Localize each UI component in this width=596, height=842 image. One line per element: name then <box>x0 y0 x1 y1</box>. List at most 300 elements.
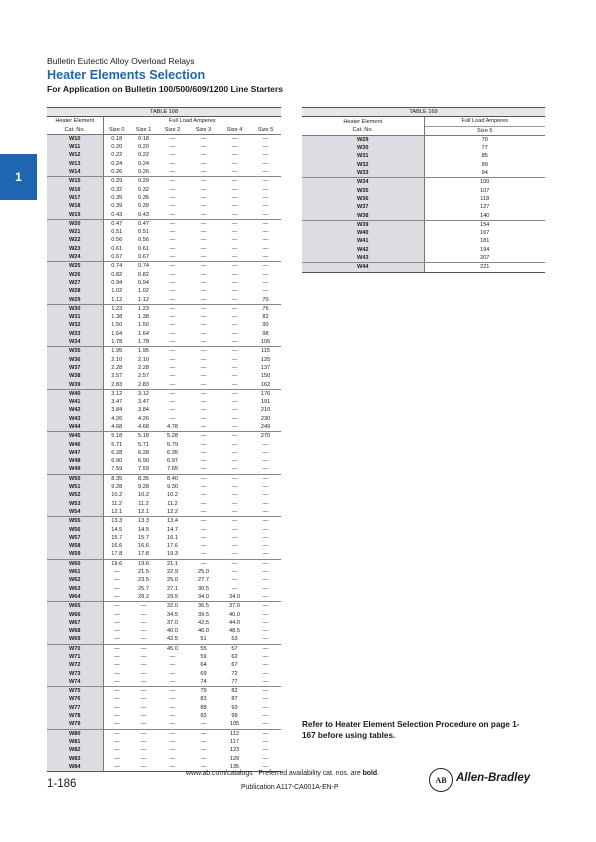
cat-no-cell: W37 <box>47 364 103 372</box>
amperes-cell: — <box>250 168 281 177</box>
amperes-cell: — <box>169 237 176 244</box>
amperes-cell: — <box>262 245 269 252</box>
amperes-cell: — <box>219 296 250 305</box>
amperes-cell: 0.51 <box>138 229 149 236</box>
amperes-cell: 230 <box>260 415 271 422</box>
amperes-cell: — <box>169 348 176 355</box>
amperes-cell: — <box>103 720 130 729</box>
amperes-cell: 6.90 <box>138 458 149 465</box>
table-168-caption: TABLE 168 <box>47 108 281 117</box>
table-row <box>47 550 281 559</box>
amperes-cell: — <box>200 526 207 533</box>
amperes-cell: — <box>262 662 269 669</box>
cat-no-cell: W66 <box>47 611 103 619</box>
amperes-cell: — <box>200 415 207 422</box>
amperes-cell: — <box>140 713 147 720</box>
amperes-cell: — <box>113 619 120 626</box>
amperes-cell: — <box>113 704 120 711</box>
table-row <box>47 729 281 738</box>
amperes-cell: 194 <box>480 246 490 253</box>
amperes-cell: — <box>262 186 269 193</box>
table-row <box>47 151 281 159</box>
amperes-cell: — <box>169 322 176 329</box>
cat-no-cell: W22 <box>47 236 103 244</box>
series-heading: Bulletin Eutectic Alloy Overload Relays <box>47 56 195 66</box>
cat-no-cell: W21 <box>47 228 103 236</box>
table-row <box>47 670 281 678</box>
cat-no-cell: W39 <box>302 220 424 229</box>
amperes-cell: — <box>200 373 207 380</box>
amperes-cell: 106 <box>250 338 281 347</box>
amperes-cell: 9.30 <box>167 484 178 491</box>
cat-no-cell: W10 <box>47 134 103 143</box>
amperes-cell: 176 <box>260 390 271 397</box>
table-row <box>47 423 281 432</box>
amperes-cell: 62 <box>231 654 238 660</box>
amperes-cell: 99 <box>231 713 238 720</box>
amperes-cell: — <box>103 763 130 772</box>
amperes-cell: — <box>200 237 207 244</box>
amperes-cell: — <box>113 696 120 703</box>
amperes-cell: — <box>130 763 157 772</box>
amperes-cell: 55 <box>200 645 207 652</box>
table-row <box>47 720 281 729</box>
table-row <box>47 406 281 414</box>
amperes-cell: 45.0 <box>167 645 178 652</box>
amperes-cell: — <box>231 500 238 507</box>
cat-no-cell: W50 <box>47 474 103 483</box>
amperes-cell: 4.26 <box>111 415 123 422</box>
amperes-cell: — <box>200 279 207 286</box>
table-row <box>47 432 281 441</box>
cat-no-cell: W53 <box>47 500 103 508</box>
table-row <box>302 220 545 229</box>
amperes-cell: — <box>169 713 176 720</box>
amperes-cell: 0.39 <box>138 203 149 210</box>
amperes-cell: — <box>200 433 207 440</box>
amperes-cell: — <box>231 415 238 422</box>
cat-no-cell: W54 <box>47 508 103 517</box>
amperes-cell: — <box>200 543 207 550</box>
amperes-cell: — <box>231 577 238 584</box>
cat-no-cell: W26 <box>47 271 103 279</box>
amperes-cell: — <box>262 178 269 185</box>
amperes-cell: — <box>200 441 207 448</box>
table-row <box>47 474 281 483</box>
amperes-cell: 39.5 <box>198 611 209 618</box>
amperes-cell: — <box>169 330 176 337</box>
amperes-cell: 150 <box>260 373 271 380</box>
table-row <box>47 457 281 465</box>
amperes-cell: — <box>262 645 269 652</box>
amperes-cell: — <box>169 654 176 660</box>
cat-no-cell: W65 <box>47 602 103 611</box>
amperes-cell: — <box>250 508 281 517</box>
amperes-cell: — <box>169 738 176 745</box>
amperes-cell: 76 <box>262 305 269 312</box>
cat-no-cell: W79 <box>47 720 103 729</box>
amperes-cell: 11.2 <box>167 500 178 507</box>
amperes-cell: — <box>188 253 219 262</box>
amperes-cell: — <box>103 678 130 687</box>
amperes-cell: — <box>200 245 207 252</box>
amperes-cell: — <box>231 484 238 491</box>
amperes-cell: — <box>262 441 269 448</box>
table-row <box>47 517 281 526</box>
amperes-cell: — <box>200 348 207 355</box>
amperes-cell: — <box>262 263 269 270</box>
amperes-cell: 19.6 <box>138 560 149 567</box>
amperes-cell: 42.5 <box>157 635 188 644</box>
table-169 <box>302 107 545 273</box>
cat-no-cell: W29 <box>47 296 103 305</box>
amperes-cell: 0.29 <box>111 178 123 185</box>
amperes-cell: 40.0 <box>167 628 178 635</box>
amperes-cell: 107 <box>480 187 490 194</box>
cat-no-cell: W62 <box>47 576 103 584</box>
table-row <box>47 236 281 244</box>
amperes-cell: — <box>200 492 207 499</box>
amperes-cell: 2.28 <box>138 364 149 371</box>
amperes-cell: 8.40 <box>167 475 178 482</box>
amperes-cell: 69 <box>200 670 207 677</box>
amperes-cell: 32.0 <box>167 603 178 610</box>
amperes-cell: — <box>200 560 207 567</box>
amperes-cell: 64 <box>200 662 207 669</box>
amperes-cell: 5.18 <box>138 433 149 440</box>
amperes-cell: 6.28 <box>138 449 149 456</box>
amperes-cell: — <box>140 654 147 660</box>
amperes-cell: 83 <box>200 696 207 703</box>
cat-no-cell: W67 <box>47 619 103 627</box>
cat-no-cell: W17 <box>47 194 103 202</box>
amperes-cell: — <box>231 492 238 499</box>
amperes-cell: 16.1 <box>167 534 178 541</box>
table-row <box>47 661 281 669</box>
amperes-cell: — <box>231 322 238 329</box>
amperes-cell: — <box>200 449 207 456</box>
amperes-cell: 10.2 <box>167 492 178 499</box>
amperes-cell: — <box>262 458 269 465</box>
amperes-cell: — <box>262 135 269 142</box>
amperes-cell: — <box>169 271 176 278</box>
amperes-cell: — <box>169 220 176 227</box>
amperes-cell: 7.65 <box>157 465 188 474</box>
cat-no-cell: W84 <box>47 763 103 772</box>
amperes-cell: — <box>200 356 207 363</box>
table-row <box>47 253 281 262</box>
table-168-size-header: Size 3 <box>195 126 212 133</box>
amperes-cell: — <box>188 720 219 729</box>
table-row <box>47 500 281 508</box>
amperes-cell: 6.28 <box>111 449 123 456</box>
cat-no-cell: W20 <box>47 219 103 228</box>
table-row <box>47 177 281 186</box>
cat-no-cell: W63 <box>47 585 103 593</box>
amperes-cell: 51 <box>188 635 219 644</box>
amperes-cell: — <box>262 152 269 159</box>
amperes-cell: — <box>200 152 207 159</box>
amperes-cell: 28.2 <box>130 593 157 602</box>
amperes-cell: 40.0 <box>229 611 240 618</box>
cat-no-cell: W37 <box>302 203 424 211</box>
amperes-cell: — <box>262 534 269 541</box>
amperes-cell: 16.6 <box>138 543 149 550</box>
cat-no-cell: W42 <box>302 246 424 254</box>
amperes-cell: — <box>231 135 238 142</box>
cat-no-cell: W43 <box>302 254 424 263</box>
amperes-cell: 6.97 <box>167 458 178 465</box>
table-row <box>302 263 545 272</box>
amperes-cell: 2.10 <box>138 356 149 363</box>
amperes-cell: — <box>200 186 207 193</box>
amperes-cell: — <box>262 569 269 576</box>
amperes-cell: 0.43 <box>130 211 157 220</box>
amperes-cell: — <box>200 178 207 185</box>
amperes-cell: — <box>113 713 120 720</box>
table-row <box>47 465 281 474</box>
amperes-cell: — <box>231 152 238 159</box>
amperes-cell: — <box>262 560 269 567</box>
table-row <box>47 611 281 619</box>
amperes-cell: 89 <box>481 161 488 168</box>
amperes-cell: 53 <box>219 635 250 644</box>
amperes-cell: 19.6 <box>111 560 123 567</box>
amperes-cell: — <box>231 543 238 550</box>
cat-no-cell: W11 <box>47 143 103 151</box>
cat-no-cell: W18 <box>47 202 103 210</box>
cat-no-cell: W46 <box>47 441 103 449</box>
amperes-cell: — <box>219 338 250 347</box>
amperes-cell: 3.47 <box>111 399 123 406</box>
table-row <box>47 372 281 380</box>
amperes-cell: — <box>200 144 207 151</box>
amperes-cell: — <box>262 484 269 491</box>
amperes-cell: 17.8 <box>130 550 157 559</box>
amperes-cell: 8.35 <box>138 475 149 482</box>
table-row <box>47 602 281 611</box>
table-row <box>302 212 545 221</box>
amperes-cell: — <box>200 288 207 295</box>
amperes-cell: 0.32 <box>138 186 149 193</box>
amperes-cell: 0.51 <box>111 229 123 236</box>
amperes-cell: — <box>231 390 238 397</box>
amperes-cell: 0.18 <box>138 135 149 142</box>
amperes-cell: — <box>262 654 269 660</box>
amperes-cell: 21.5 <box>138 569 149 576</box>
website-link[interactable]: www.ab.com/catalogs <box>186 770 253 777</box>
amperes-cell: 1.02 <box>138 288 149 295</box>
amperes-cell: — <box>262 475 269 482</box>
amperes-cell: — <box>200 271 207 278</box>
amperes-cell: — <box>169 373 176 380</box>
amperes-cell: 11.2 <box>138 500 149 507</box>
amperes-cell: 88 <box>200 704 207 711</box>
amperes-cell: 13.3 <box>111 518 123 525</box>
amperes-cell: 181 <box>480 238 490 245</box>
amperes-cell: 0.56 <box>111 237 123 244</box>
table-row <box>47 635 281 644</box>
amperes-cell: 0.22 <box>111 152 123 159</box>
cat-no-cell: W76 <box>47 695 103 703</box>
amperes-cell: — <box>262 449 269 456</box>
amperes-cell: — <box>157 168 188 177</box>
table-row <box>47 508 281 517</box>
amperes-cell: 0.22 <box>138 152 149 159</box>
cat-no-cell: W36 <box>47 356 103 364</box>
table-row <box>47 491 281 499</box>
cat-no-cell: W81 <box>47 738 103 746</box>
amperes-cell: — <box>231 585 238 592</box>
amperes-cell: 34.0 <box>219 593 250 602</box>
amperes-cell: — <box>169 688 176 695</box>
amperes-cell: 129 <box>229 755 240 762</box>
amperes-cell: — <box>262 619 269 626</box>
amperes-cell: — <box>219 550 250 559</box>
amperes-cell: 11.2 <box>111 500 122 507</box>
amperes-cell: 0.61 <box>111 245 123 252</box>
amperes-cell: — <box>231 186 238 193</box>
cat-no-cell: W59 <box>47 550 103 559</box>
amperes-cell: — <box>169 203 176 210</box>
amperes-cell: 2.57 <box>111 373 123 380</box>
amperes-cell: 34.0 <box>188 593 219 602</box>
amperes-cell: 9.28 <box>138 484 149 491</box>
amperes-cell: 140 <box>424 212 545 221</box>
amperes-cell: 12.1 <box>103 508 130 517</box>
cat-no-cell: W57 <box>47 534 103 542</box>
amperes-cell: 154 <box>480 221 490 228</box>
table-row <box>302 178 545 187</box>
cat-no-cell: W45 <box>47 432 103 441</box>
amperes-cell: 0.26 <box>130 168 157 177</box>
cat-no-cell: W30 <box>47 304 103 313</box>
table-row <box>47 398 281 406</box>
amperes-cell: — <box>113 688 120 695</box>
amperes-cell: — <box>219 465 250 474</box>
table-row <box>47 304 281 313</box>
amperes-cell: 17.8 <box>103 550 130 559</box>
amperes-cell: 12.1 <box>130 508 157 517</box>
amperes-cell: 23.5 <box>138 577 149 584</box>
table-row <box>47 219 281 228</box>
cat-no-cell: W15 <box>47 177 103 186</box>
amperes-cell: — <box>169 747 176 754</box>
table-169-fla-header: Full Load Amperes <box>424 117 545 126</box>
amperes-cell: 100 <box>480 179 490 186</box>
amperes-cell: 12.2 <box>157 508 188 517</box>
amperes-cell: — <box>250 550 281 559</box>
table-row <box>302 187 545 195</box>
amperes-cell: 93 <box>231 704 238 711</box>
amperes-cell: — <box>103 593 130 602</box>
cat-no-cell: W27 <box>47 279 103 287</box>
amperes-cell: 1.50 <box>111 322 123 329</box>
cat-no-cell: W64 <box>47 593 103 602</box>
amperes-cell: — <box>231 229 238 236</box>
amperes-cell: 0.61 <box>138 245 149 252</box>
cat-no-cell: W77 <box>47 704 103 712</box>
cat-no-cell: W61 <box>47 568 103 576</box>
amperes-cell: 118 <box>480 195 490 202</box>
table-168-fla-header: Full Load Amperes <box>168 118 216 125</box>
table-row <box>47 330 281 338</box>
amperes-cell: — <box>231 288 238 295</box>
table-168-heater-header: Heater Element <box>47 117 103 126</box>
amperes-cell: — <box>250 593 281 602</box>
availability-bold-word: bold <box>362 770 378 777</box>
amperes-cell: — <box>169 364 176 371</box>
amperes-cell: 2.10 <box>111 356 123 363</box>
amperes-cell: — <box>219 168 250 177</box>
amperes-cell: 27.7 <box>198 577 209 584</box>
amperes-cell: — <box>188 763 219 772</box>
cat-no-cell: W43 <box>47 415 103 423</box>
amperes-cell: 25.0 <box>198 569 209 576</box>
table-row <box>47 287 281 295</box>
amperes-cell: — <box>157 678 188 687</box>
cat-no-cell: W19 <box>47 211 103 220</box>
amperes-cell: 0.56 <box>138 237 149 244</box>
amperes-cell: 25.7 <box>138 585 149 592</box>
cat-no-cell: W14 <box>47 168 103 177</box>
amperes-cell: — <box>130 635 157 644</box>
cat-no-cell: W25 <box>47 262 103 271</box>
amperes-cell: — <box>200 730 207 737</box>
amperes-cell: — <box>188 296 219 305</box>
amperes-cell: — <box>231 560 238 567</box>
amperes-cell: — <box>169 662 176 669</box>
amperes-cell: — <box>262 755 269 762</box>
cat-no-cell: W31 <box>47 313 103 321</box>
table-row <box>47 160 281 168</box>
amperes-cell: — <box>140 670 147 677</box>
cat-no-cell: W70 <box>47 644 103 653</box>
amperes-cell: 135 <box>219 763 250 772</box>
table-169-size-header: Size 5 <box>476 127 493 134</box>
amperes-cell: — <box>140 603 147 610</box>
amperes-cell: — <box>231 364 238 371</box>
cat-no-cell: W33 <box>302 169 424 178</box>
amperes-cell: — <box>200 322 207 329</box>
amperes-cell: — <box>169 696 176 703</box>
amperes-cell: — <box>231 160 238 167</box>
amperes-cell: 0.43 <box>103 211 130 220</box>
table-row <box>47 644 281 653</box>
amperes-cell: — <box>231 314 238 321</box>
cat-no-cell: W56 <box>47 526 103 534</box>
amperes-cell: — <box>113 730 120 737</box>
amperes-cell: 137 <box>260 364 271 371</box>
cat-no-cell: W28 <box>47 287 103 295</box>
amperes-cell: — <box>113 662 120 669</box>
amperes-cell: — <box>113 747 120 754</box>
amperes-cell: — <box>169 178 176 185</box>
amperes-cell: — <box>200 305 207 312</box>
amperes-cell: 1.78 <box>103 338 130 347</box>
amperes-cell: 15.7 <box>138 534 149 541</box>
amperes-cell: — <box>140 730 147 737</box>
amperes-cell: — <box>140 611 147 618</box>
amperes-cell: 1.95 <box>138 348 149 355</box>
amperes-cell: 1.64 <box>111 330 123 337</box>
amperes-cell: — <box>200 407 207 414</box>
amperes-cell: 16.6 <box>111 543 123 550</box>
cat-no-cell: W40 <box>47 389 103 398</box>
amperes-cell: — <box>262 203 269 210</box>
cat-no-cell: W24 <box>47 253 103 262</box>
amperes-cell: 37.0 <box>229 603 240 610</box>
